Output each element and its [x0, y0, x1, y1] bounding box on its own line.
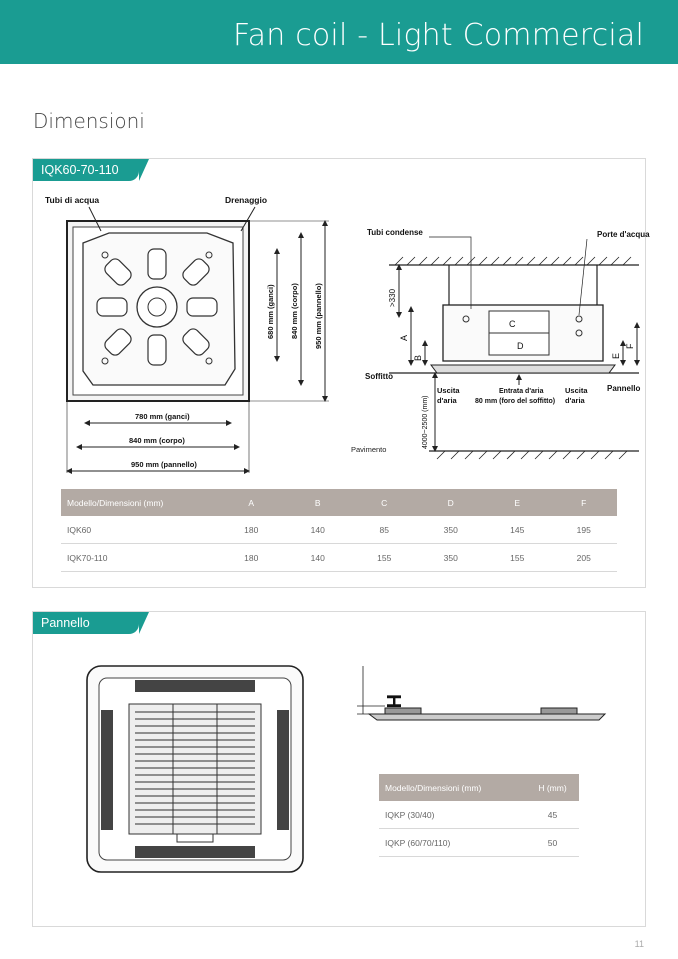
label-soffitto: Soffitto — [365, 372, 393, 381]
table-cell: 45 — [526, 801, 579, 829]
dim-label-e: E — [611, 352, 621, 359]
label-drenaggio: Drenaggio — [225, 195, 268, 205]
table-cell: 140 — [285, 516, 352, 544]
table-cell: IQKP (60/70/110) — [379, 829, 526, 857]
label-uscita-left-2: d'aria — [437, 396, 457, 405]
dim-label-b: B — [413, 354, 423, 361]
label-pavimento: Pavimento — [351, 445, 387, 454]
table-header-cell: A — [218, 489, 285, 516]
table-cell: 155 — [351, 544, 418, 572]
table-cell: 50 — [526, 829, 579, 857]
label-tubi-condense: Tubi condense — [367, 228, 423, 237]
dim-label-gt330: >330 — [388, 288, 397, 307]
section-title: Dimensioni — [33, 109, 145, 133]
label-uscita-left-1: Uscita — [437, 386, 460, 395]
label-pannello: Pannello — [607, 384, 641, 393]
table-header-cell: H (mm) — [526, 774, 579, 801]
unit-model-tag: IQK60-70-110 — [33, 159, 139, 181]
label-tubi-acqua: Tubi di acqua — [45, 195, 100, 205]
dim-label-range: 4000~2500 (mm) — [422, 395, 429, 449]
table-cell: 350 — [418, 544, 485, 572]
dim-pannello-height: 950 mm (pannello) — [314, 283, 323, 349]
page-number: 11 — [634, 939, 644, 949]
unit-top-view-drawing — [39, 189, 339, 479]
table-header-cell: D — [418, 489, 485, 516]
dim-label-f: F — [625, 343, 635, 349]
table-cell: 205 — [551, 544, 618, 572]
dim-label-a: A — [399, 334, 409, 341]
table-row — [61, 516, 617, 544]
table-header-cell: E — [484, 489, 551, 516]
table-cell: IQK60 — [61, 516, 218, 544]
table-header-cell: F — [551, 489, 618, 516]
table-cell: IQKP (30/40) — [379, 801, 526, 829]
table-row — [379, 829, 579, 857]
panel-dimensions-table — [379, 774, 579, 857]
dim-ganci-width: 780 mm (ganci) — [135, 412, 190, 421]
label-entrata-1: Entrata d'aria — [499, 388, 544, 395]
label-uscita-right-1: Uscita — [565, 386, 588, 395]
page-header — [0, 0, 678, 64]
table-header-cell: B — [285, 489, 352, 516]
dim-pannello-width: 950 mm (pannello) — [131, 460, 197, 469]
table-cell: 145 — [484, 516, 551, 544]
unit-side-view-drawing — [339, 223, 650, 463]
dim-corpo-width: 840 mm (corpo) — [129, 436, 185, 445]
header-title: Fan coil - Light Commercial — [232, 18, 644, 53]
table-header-cell: Modello/Dimensioni (mm) — [379, 774, 526, 801]
table-header-cell: C — [351, 489, 418, 516]
label-uscita-right-2: d'aria — [565, 396, 585, 405]
table-cell: 180 — [218, 516, 285, 544]
dim-label-d: D — [517, 341, 524, 351]
panel-dimensions-box — [32, 611, 646, 927]
panel-front-view-drawing — [85, 664, 315, 876]
panel-dim-label-h: H — [382, 694, 404, 709]
table-row — [379, 801, 579, 829]
table-cell: 155 — [484, 544, 551, 572]
dim-label-c: C — [509, 319, 516, 329]
panel-tag: Pannello — [33, 612, 139, 634]
table-cell: IQK70-110 — [61, 544, 218, 572]
dim-corpo-height: 840 mm (corpo) — [290, 283, 299, 339]
table-cell: 140 — [285, 544, 352, 572]
unit-dimensions-box — [32, 158, 650, 588]
table-cell: 195 — [551, 516, 618, 544]
label-porte-acqua: Porte d'acqua — [597, 230, 650, 239]
table-header-row — [379, 774, 579, 801]
label-entrata-2: 80 mm (foro del soffitto) — [475, 398, 556, 405]
table-header-row — [61, 489, 617, 516]
dim-ganci-height: 680 mm (ganci) — [266, 284, 275, 339]
dimensions-table — [61, 489, 617, 572]
table-cell: 180 — [218, 544, 285, 572]
table-cell: 85 — [351, 516, 418, 544]
table-row — [61, 544, 617, 572]
table-header-cell: Modello/Dimensioni (mm) — [61, 489, 218, 516]
panel-side-view-drawing — [355, 662, 605, 732]
table-cell: 350 — [418, 516, 485, 544]
